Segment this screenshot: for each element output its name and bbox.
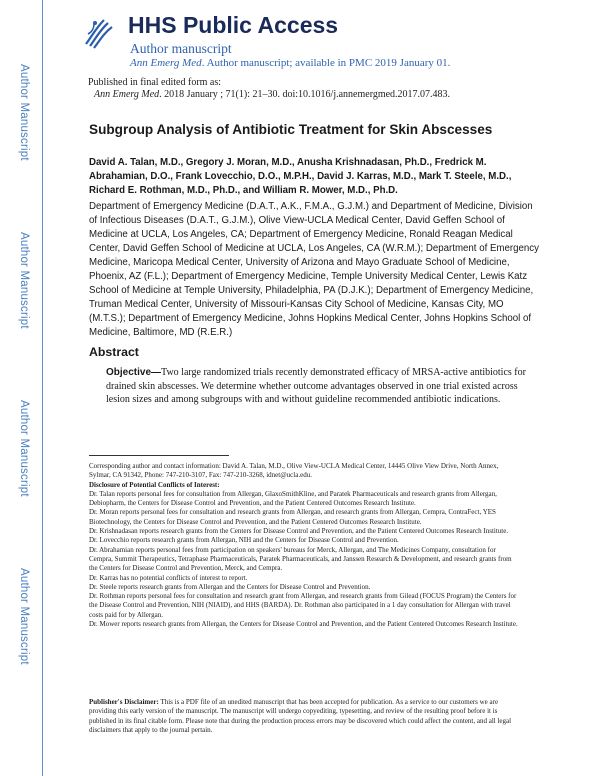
objective-label: Objective— <box>106 367 162 378</box>
author-list: David A. Talan, M.D., Gregory J. Moran, M.D., Anusha Krishnadasan, Ph.D., Fredrick M. Abrahamian, D.O., Frank Lovecchio, D.O., M.P.H., David J. Karras, M.D., Mark T. Steele, M.D., Richard E. Rothman, M.D., Ph.D., and William R. Mower, M.D., Ph.D. <box>89 157 512 196</box>
citation-journal: Ann Emerg Med <box>94 89 160 100</box>
disclaimer-text: This is a PDF file of an unedited manuscript that has been accepted for publication. As a service to our customers we are providing this early version of the manuscript. The manuscript will undergo copyediting, typesetting, and review of the resulting proof before it is published in its final citable form. Please note that during the production process errors may be discovered which could affect the content, and all legal disclaimers that apply to the journal pertain. <box>89 698 512 734</box>
conflict-note: Dr. Moran reports personal fees for consultation and research grants from Allergan, and research grants from Allergan, Cempra, ContraFect, YES Biotechnology, the Centers for Disease Control and Prevention, and the Patient Centered Outcomes Research Institute. <box>89 508 496 526</box>
abstract-objective <box>106 366 526 407</box>
conflict-note: Dr. Talan reports personal fees for consultation from Allergan, GlaxoSmithKline, and Paratek Pharmaceuticals and research grants from Allergan, Debiopharm, the Centers for Disease Control and Prevention, and the Patient Centered Outcomes Research Institute. <box>89 489 497 508</box>
disclaimer-label: Publisher's Disclaimer: <box>89 698 159 706</box>
conflict-note: Dr. Karras has no potential conflicts of interest to report. <box>89 573 248 582</box>
header-subtitle: Author manuscript <box>130 41 232 56</box>
header-availability <box>130 57 450 69</box>
side-label-2: Author Manuscript <box>18 232 30 329</box>
conflict-note: Dr. Steele reports research grants from Allergan and the Centers for Disease Control and Prevention. <box>89 582 371 591</box>
footnote-divider <box>89 455 229 456</box>
footnotes <box>89 462 521 629</box>
conflict-note: Dr. Krishnadasan reports research grants from the Centers for Disease Control and Prevention, and the Patient Centered Outcomes Research Institute. <box>89 527 509 536</box>
conflict-note: Dr. Lovecchio reports research grants from Allergan, NIH and the Centers for Disease Control and Prevention. <box>89 536 399 545</box>
side-label-1: Author Manuscript <box>18 64 30 161</box>
hhs-logo-icon <box>82 14 116 52</box>
abstract-heading: Abstract <box>89 345 139 359</box>
conflict-note: Dr. Abrahamian reports personal fees from participation on speakers' bureaus for Merck, Allergan, and The Medicines Company, consultation for Cempra, Summit Therapeutics, Tetraphase Pharmaceuticals, Paratek Pharmaceuticals, and Janssen Research & Development, and research grants from the Centers for Disease Control and Prevention, Merck, and Cempra. <box>89 545 512 573</box>
header-title: HHS Public Access <box>128 12 339 38</box>
side-label-3: Author Manuscript <box>18 400 30 497</box>
article-title: Subgroup Analysis of Antibiotic Treatment for Skin Abscesses <box>89 122 493 137</box>
side-label-4: Author Manuscript <box>18 568 30 665</box>
margin-rule <box>42 0 43 776</box>
conflict-note: Dr. Mower reports research grants from Allergan, the Centers for Disease Control and Prevention, and the Patient Centered Outcomes Research Institute. <box>89 620 518 629</box>
citation <box>88 89 450 101</box>
correspondence-note: Corresponding author and contact information: David A. Talan, M.D., Olive View-UCLA Medical Center, 14445 Olive View Drive, North Annex, Sylmar, CA 91342, Phone: 747-210-3107, Fax: 747-210-3268, idnet@ucla.edu. <box>89 462 499 480</box>
conflicts-heading: Disclosure of Potential Conflicts of Interest: <box>89 480 220 489</box>
conflict-note: Dr. Rothman reports personal fees for consultation and research grant from Allergan, and research grants from Gilead (FOCUS Program) the Centers for the Disease Control and Prevention, NIH (NIAID), and HHS (BARDA). Dr. Rothman also participated in a 1 day consultation for Allergan with travel costs paid for by Allergan. <box>89 592 517 619</box>
published-label: Published in final edited form as: <box>88 77 222 88</box>
affiliations: Department of Emergency Medicine (D.A.T., A.K., F.M.A., G.J.M.) and Department of Medicine, Division of Infectious Diseases (D.A.T., G.J.M.), Olive View-UCLA Medical Center, David Geffen School of Medicine at UCLA, Los Angeles, CA; Department of Emergency Medicine, Ronald Reagan Medical Center, David Geffen School of Medicine at UCLA, Los Angeles, CA (W.R.M.); Department of Emergency Medicine, Maricopa Medical Center, University of Arizona and Mayo Graduate School of Medicine, Phoenix, AZ (F.L.); Department of Emergency Medicine, Temple University Medical Center, Lewis Katz School of Medicine at Temple University, Philadelphia, PA (D.J.K.); Department of Emergency Medicine, Truman Medical Center, University of Missouri-Kansas City School of Medicine, Kansas City, MO (M.T.S.); Department of Emergency Medicine, Johns Hopkins Medical Center, Johns Hopkins School of Medicine, Baltimore, MD (R.E.R.) <box>89 201 539 338</box>
objective-text: Two large randomized trials recently demonstrated efficacy of MRSA-active antibiotics for drained skin abscesses. We determine whether outcome advantages observed in one trial existed across lesion sizes and among subgroups with and without guideline recommended antibiotic indications. <box>106 367 526 405</box>
citation-text: . 2018 January ; 71(1): 21–30. doi:10.1016/j.annemergmed.2017.07.483. <box>159 89 451 100</box>
header-availability-text: . Author manuscript; available in PMC 2019 January 01. <box>201 57 451 69</box>
publisher-disclaimer <box>89 698 521 735</box>
header-journal-abbrev: Ann Emerg Med <box>130 57 202 69</box>
publication-info <box>88 77 450 101</box>
